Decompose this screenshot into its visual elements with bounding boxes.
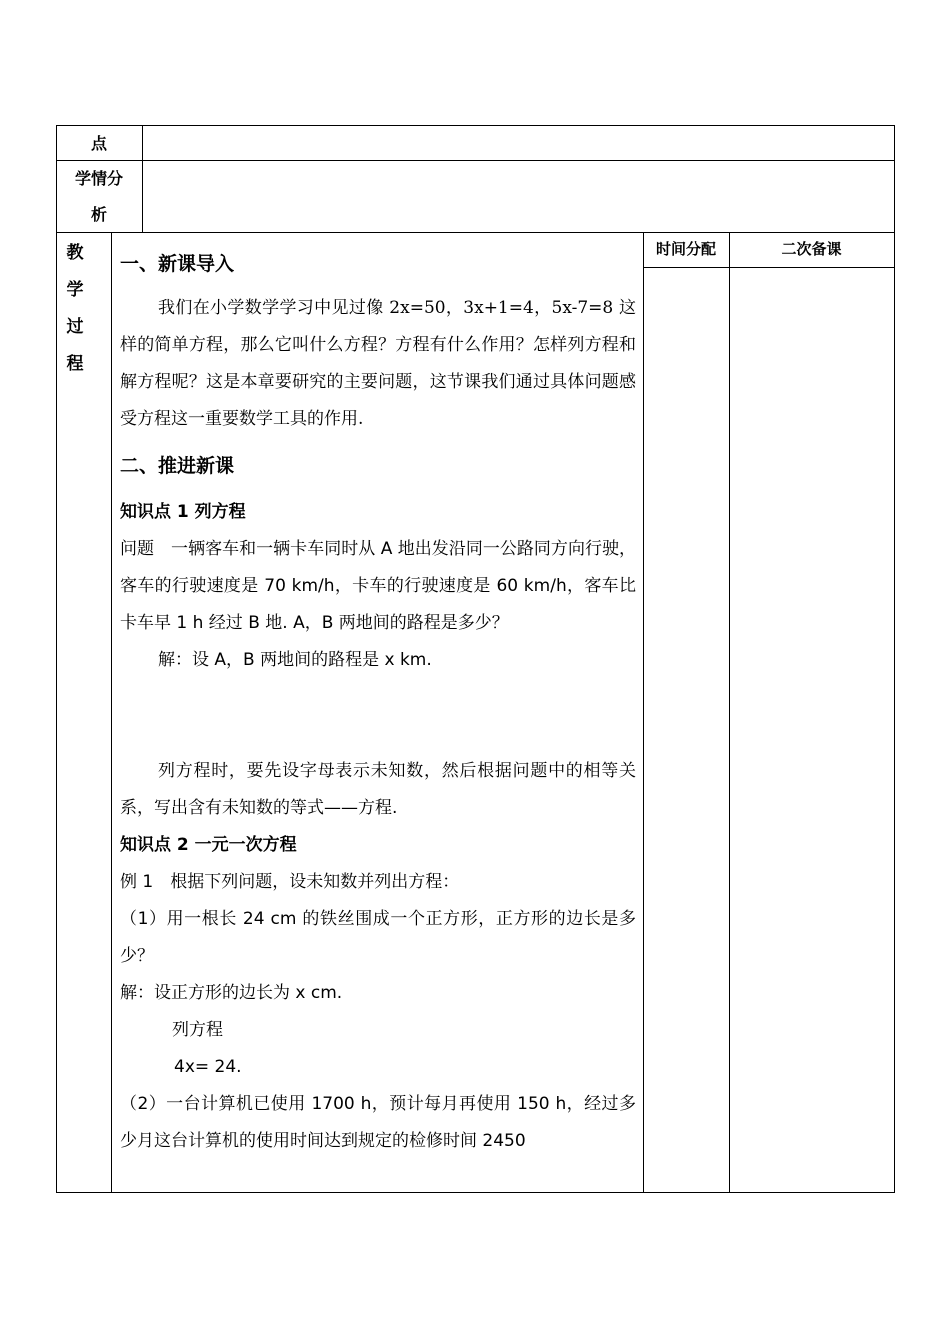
lesson-content (120, 236, 636, 1160)
question-1: （1）用一根长 24 cm 的铁丝围成一个正方形，正方形的边长是多少？ (120, 909, 636, 966)
row-label-dian: 点 (90, 134, 107, 153)
knowledge-point-1-summary: 列方程时，要先设字母表示未知数，然后根据问题中的相等关系，写出含有未知数的等式——方程. (120, 761, 636, 818)
row-label-jiaoxue-char: 程 (66, 354, 84, 374)
table-col-divider (729, 232, 730, 1193)
section-title-intro: 一、新课导入 (120, 253, 235, 275)
table-border-bottom (56, 1192, 895, 1193)
table-col-divider (142, 125, 143, 232)
row-label-xueqing-line1: 学情分 (74, 169, 123, 188)
knowledge-point-2-title: 知识点 2 一元一次方程 (120, 835, 297, 855)
table-col-divider (643, 232, 644, 1193)
table-col-divider (111, 232, 112, 1193)
row-label-xueqing-line2: 析 (90, 205, 107, 224)
question-1-list-label: 列方程 (172, 1020, 223, 1040)
question-1-solution: 解：设正方形的边长为 x cm. (120, 983, 343, 1003)
section-title-new: 二、推进新课 (120, 455, 235, 477)
knowledge-point-1-problem: 问题 一辆客车和一辆卡车同时从 A 地出发沿同一公路同方向行驶，客车的行驶速度是 70 km/h，卡车的行驶速度是 60 km/h，客车比卡车早 1 h 经过 B 地. A，B 两地间的路程是多少？ (120, 539, 636, 633)
column-header-backup: 二次备课 (781, 240, 842, 258)
table-border-top (56, 125, 895, 126)
column-header-time: 时间分配 (655, 240, 716, 258)
blank-space (120, 679, 636, 753)
row-label-jiaoxue-char: 教 (66, 243, 84, 263)
example-1: 例 1 根据下列问题，设未知数并列出方程： (120, 872, 460, 892)
intro-paragraph: 我们在小学数学学习中见过像 2x=50，3x+1=4，5x-7=8 这样的简单方程，那么它叫什么方程？方程有什么作用？怎样列方程和解方程呢？这是本章要研究的主要问题，这节课我们通过具体问题感受方程这一重要数学工具的作用. (120, 298, 636, 429)
table-header-divider (643, 267, 895, 268)
knowledge-point-1-solution: 解：设 A，B 两地间的路程是 x km. (158, 650, 432, 670)
row-label-jiaoxue-char: 过 (66, 317, 84, 337)
table-border-right (894, 125, 895, 1193)
table-row-divider (56, 160, 895, 161)
question-1-equation: 4x= 24. (174, 1057, 242, 1077)
table-row-divider (56, 232, 895, 233)
knowledge-point-1-title: 知识点 1 列方程 (120, 502, 246, 522)
row-label-jiaoxue-char: 学 (66, 280, 84, 300)
table-border-left (56, 125, 57, 1193)
question-2: （2）一台计算机已使用 1700 h，预计每月再使用 150 h，经过多少月这台计算机的使用时间达到规定的检修时间 2450 (120, 1094, 636, 1151)
